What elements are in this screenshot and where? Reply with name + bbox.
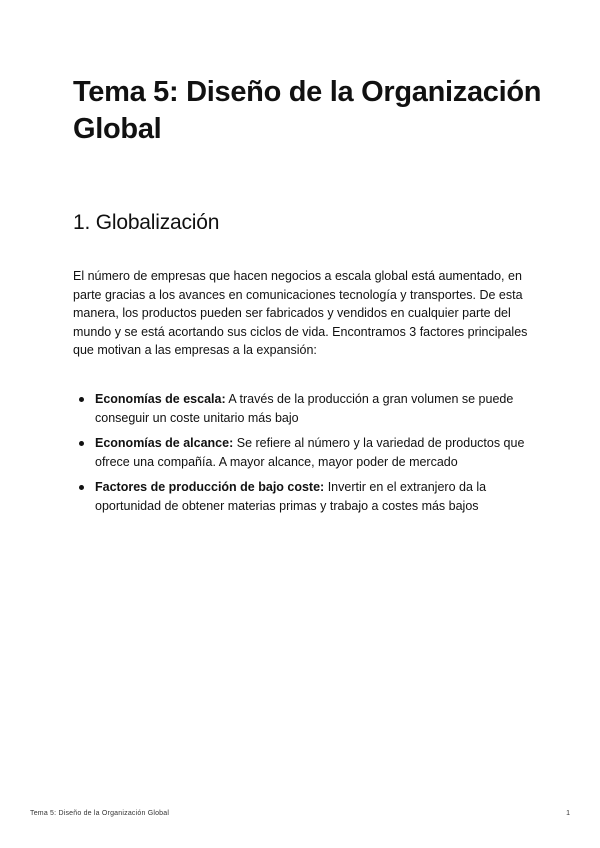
section-heading: 1. Globalización — [73, 211, 220, 234]
list-item-text: Se refiere al número y la variedad de productos que ofrece una compañía. A mayor alcance, mayor poder de mercado — [95, 436, 525, 469]
intro-paragraph: El número de empresas que hacen negocios a escala global está aumentado, en parte gracias a los avances en comunicaciones tecnología y transportes. De esta manera, los productos pueden ser fabricados y vendidos en cualquier parte del mundo y se está acortando sus ciclos de vida. Encontramos 3 factores principales que motivan a las empresas a la expansión: — [73, 269, 528, 358]
list-item-text: Invertir en el extranjero da la oportunidad de obtener materias primas y trabajo a costes más bajos — [95, 480, 487, 513]
footer-page-number: 1 — [566, 810, 570, 817]
factor-list — [73, 390, 533, 523]
bullet-icon — [79, 441, 84, 446]
list-item — [73, 434, 533, 471]
bullet-icon — [79, 397, 84, 402]
bullet-icon — [79, 485, 84, 490]
list-item-term: Economías de escala: — [95, 392, 226, 406]
footer-running-title: Tema 5: Diseño de la Organización Global — [30, 810, 170, 817]
list-item-term: Factores de producción de bajo coste: — [95, 480, 325, 495]
list-item — [73, 390, 533, 427]
list-item — [73, 478, 533, 515]
list-item-text: A través de la producción a gran volumen se puede conseguir un coste unitario más bajo — [95, 392, 514, 425]
page-title: Tema 5: Diseño de la Organización Global — [73, 76, 542, 145]
list-item-term: Economías de alcance: — [95, 436, 234, 451]
